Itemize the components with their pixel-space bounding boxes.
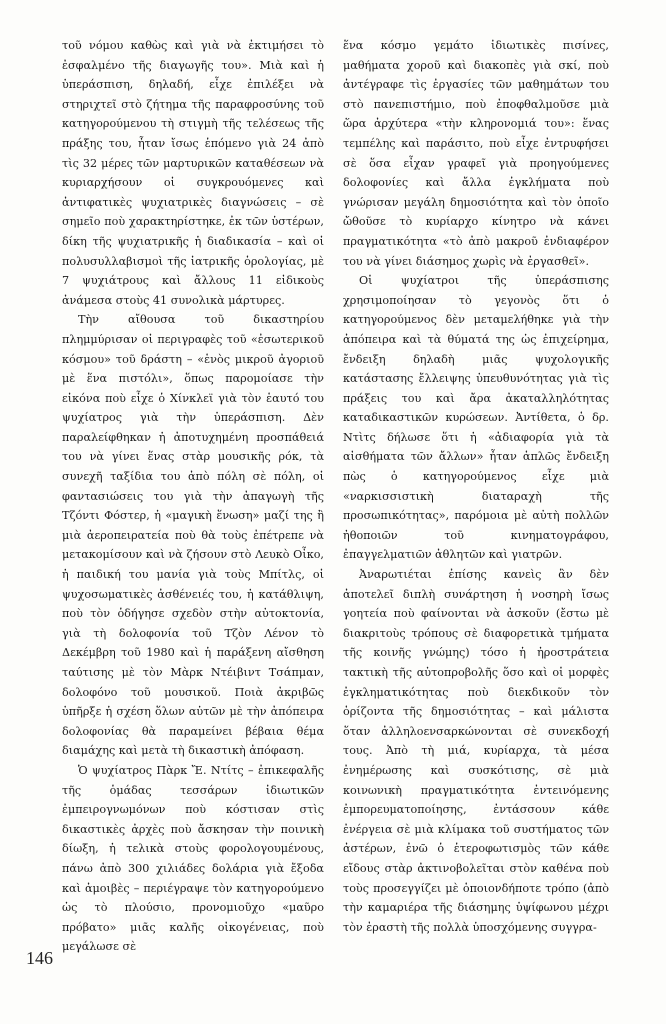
paragraph: Ἀναρωτιέται ἐπίσης κανεὶς ἂν δὲν ἀποτελεῖ διπλὴ συνάρτηση ἡ νοσηρὴ ἴσως γοητεία ποὺ φαίνονται νὰ ἀσκοῦν (ἔστω μὲ διακριτοὺς τρόπους σὲ διαφορετικὰ τμήματα τῆς κοινῆς γνώμης) τόσο ἡ ἠροστράτεια τακτικὴ τῆς αὐτοπροβολῆς ὅσο καὶ οἱ μορφὲς ἐγκληματικότητας ποὺ διεκδικοῦν τὸν ὁρίζοντα τῆς δημοσιότητας – καὶ μάλιστα ὅταν ἀλληλοενσαρκώνονται σὲ συνεκδοχή τους. Ἀπὸ τὴ μιά, κυρίαρχα, τὰ μέσα ἐνημέρωσης καὶ συσκότισης, σὲ μιὰ κοινωνικὴ πραγματικότητα ἐντεινόμενης ἐμπορευματοποίησης, ἐντάσσουν κάθε ἐνέργεια σὲ μιὰ κλίμακα τοῦ συστήματος τῶν ἀστέρων, ἐνῶ ὁ ἑτεροφωτισμὸς τῶν κάθε εἴδους στὰρ ἀκτινοβολεῖται στὸν καθένα ποὺ τοὺς προσεγγίζει μὲ ὁποιονδήποτε τρόπο (ἀπὸ τὴν καμαριέρα τῆς διάσημης ὑψίφωνου μέχρι τὸν ἐραστὴ τῆς πολλὰ ὑποσχόμενης συγγρα- — [343, 568, 609, 934]
paragraph: ἕνα κόσμο γεμάτο ἰδιωτικὲς πισίνες, μαθήματα χοροῦ καὶ διακοπὲς γιὰ σκί, ποὺ ἀντέγραφε τὶς ἐργασίες τῶν μαθημάτων του στὸ πανεπιστήμιο, ποὺ ἐποφθαλμοῦσε μιὰ ὥρα ἀρχύτερα «τὴν κληρονομιά του»: ἕνας τεμπέλης καὶ παράσιτο, ποὺ εἶχε ἐντρυφήσει σὲ ὅσα εἶχαν γραφεῖ γιὰ προηγούμενες δολοφονίες καὶ ἄλλα ἐγκλήματα ποὺ γνώρισαν μεγάλη δημοσιότητα καὶ τὸν ὁποῖο ὤθοῦσε τὸ κυρίαρχο κίνητρο νὰ κάνει πραγματικότητα «τὸ ἀπὸ μακροῦ ἐνδιαφέρον του νὰ γίνει διάσημος χωρὶς νὰ ἐργασθεῖ». — [343, 39, 609, 268]
paragraph: Τὴν αἴθουσα τοῦ δικαστηρίου πλημμύρισαν οἱ περιγραφὲς τοῦ «ἐσωτερικοῦ κόσμου» τοῦ δράστη – «ἑνὸς μικροῦ ἀγοριοῦ μὲ ἕνα πιστόλι», ὅπως παρομοίασε τὴν εἰκόνα ποὺ εἶχε ὁ Χίνκλεϊ γιὰ τὸν ἑαυτό του ψυχίατρος γιὰ τὴν ὑπεράσπιση. Δὲν παραλείφθηκαν ἡ ἀποτυχημένη προσπάθειά του νὰ γίνει ἕνας στὰρ μουσικῆς ρόκ, τὰ συνεχῆ ταξίδια του ἀπὸ πόλη σὲ πόλη, οἱ φαντασιώσεις του γιὰ τὴν ἀπαγωγὴ τῆς Τζόντι Φόστερ, ἡ «μαγικὴ ἕνωση» μαζί της ἢ μιὰ ἀεροπειρατεία ποὺ θὰ τοὺς ἐπέτρεπε νὰ μετακομίσουν καὶ νὰ ζήσουν στὸ Λευκὸ Οἶκο, ἡ παιδική του μανία γιὰ τοὺς Μπίτλς, οἱ ψυχοσωματικὲς ἀσθένειές του, ἡ κατάθλιψη, ποὺ τὸν ὁδήγησε σχεδὸν στὴν αὐτοκτονία, γιὰ τὴ δολοφονία τοῦ Τζὸν Λένον τὸ Δεκέμβρη τοῦ 1980 καὶ ἡ παράξενη αἴσθηση ταύτισης μὲ τὸν Μὰρκ Ντέιβιντ Τσάπμαν, δολοφόνο τοῦ μουσικοῦ. Ποιὰ ἀκριβῶς ὑπῆρξε ἡ σχέση ὅλων αὐτῶν μὲ τὴν ἀπόπειρα δολοφονίας θὰ παραμείνει βέβαια θέμα διαμάχης καὶ μετὰ τὴ δικαστικὴ ἀπόφαση. — [62, 313, 324, 758]
page-number: 146 — [26, 948, 53, 968]
left-text-column — [62, 36, 324, 957]
paragraph: τοῦ νόμου καθὼς καὶ γιὰ νὰ ἐκτιμήσει τὸ ἐσφαλμένο τῆς διαγωγῆς του». Μιὰ καὶ ἡ ὑπεράσπιση, δηλαδή, εἶχε ἐπιλέξει νὰ στηριχτεῖ στὸ ζήτημα τῆς παραφροσύνης τοῦ κατηγορούμενου τὴ στιγμὴ τῆς τελέσεως τῆς πράξης του, ἦταν ἴσως ἑπόμενο γιὰ 24 ἀπὸ τὶς 32 μέρες τῶν μαρτυρικῶν καταθέσεων νὰ κυριαρχήσουν οἱ συγκρουόμενες καὶ ἀντιφατικὲς ψυχιατρικὲς διαγνώσεις – σὲ σημεῖο ποὺ χαρακτηρίστηκε, ἐκ τῶν ὑστέρων, δίκη τῆς ψυχιατρικῆς ἡ διαδικασία – καὶ οἱ πολυσυλλαβισμοὶ τῆς ἰατρικῆς ὁρολογίας, μὲ 7 ψυχιάτρους καὶ ἄλλους 11 εἰδικοὺς ἀνάμεσα στοὺς 41 συνολικὰ μάρτυρες. — [62, 39, 324, 307]
paragraph: Ὁ ψυχίατρος Πὰρκ Ἔ. Ντίτς – ἐπικεφαλῆς τῆς ὁμάδας τεσσάρων ἰδιωτικῶν ἐμπειρογνωμόνων ποὺ κόστισαν στὶς δικαστικὲς ἀρχὲς ποὺ ἄσκησαν τὴν ποινικὴ δίωξη, ἡ τελικὰ στοὺς φορολογουμένους, πάνω ἀπὸ 300 χιλιάδες δολάρια γιὰ ἔξοδα καὶ ἀμοιβὲς – περιέγραψε τὸν κατηγορούμενο ὡς τὸ πλούσιο, προνομιοῦχο «μαῦρο πρόβατο» μιᾶς καλῆς οἰκογένειας, ποὺ μεγάλωσε σὲ — [62, 763, 324, 954]
right-text-column — [343, 36, 609, 937]
paragraph: Οἱ ψυχίατροι τῆς ὑπεράσπισης χρησιμοποίησαν τὸ γεγονὸς ὅτι ὁ κατηγορούμενος δὲν μεταμελήθηκε γιὰ τὴν ἀπόπειρα καὶ τὰ θύματά της ὡς ἐπιχείρημα, ἔνδειξη δηλαδὴ μιᾶς ψυχολογικῆς κατάστασης ἔλλειψης ὑπευθυνότητας γιὰ τὶς πράξεις του καὶ ἄρα ἀκαταλληλότητας καταδικαστικῶν κυρώσεων. Ἀντίθετα, ὁ δρ. Ντὶτς δήλωσε ὅτι ἡ «ἀδιαφορία γιὰ τὰ αἰσθήματα τῶν ἄλλων» ἦταν ἁπλῶς ἔνδειξη πὼς ὁ κατηγορούμενος εἶχε μιὰ «ναρκισσιστικὴ διαταραχὴ τῆς προσωπικότητας», παρόμοια μὲ αὐτὴ πολλῶν ἠθοποιῶν τοῦ κινηματογράφου, ἐπαγγελματιῶν ἀθλητῶν καὶ γιατρῶν. — [343, 274, 609, 562]
